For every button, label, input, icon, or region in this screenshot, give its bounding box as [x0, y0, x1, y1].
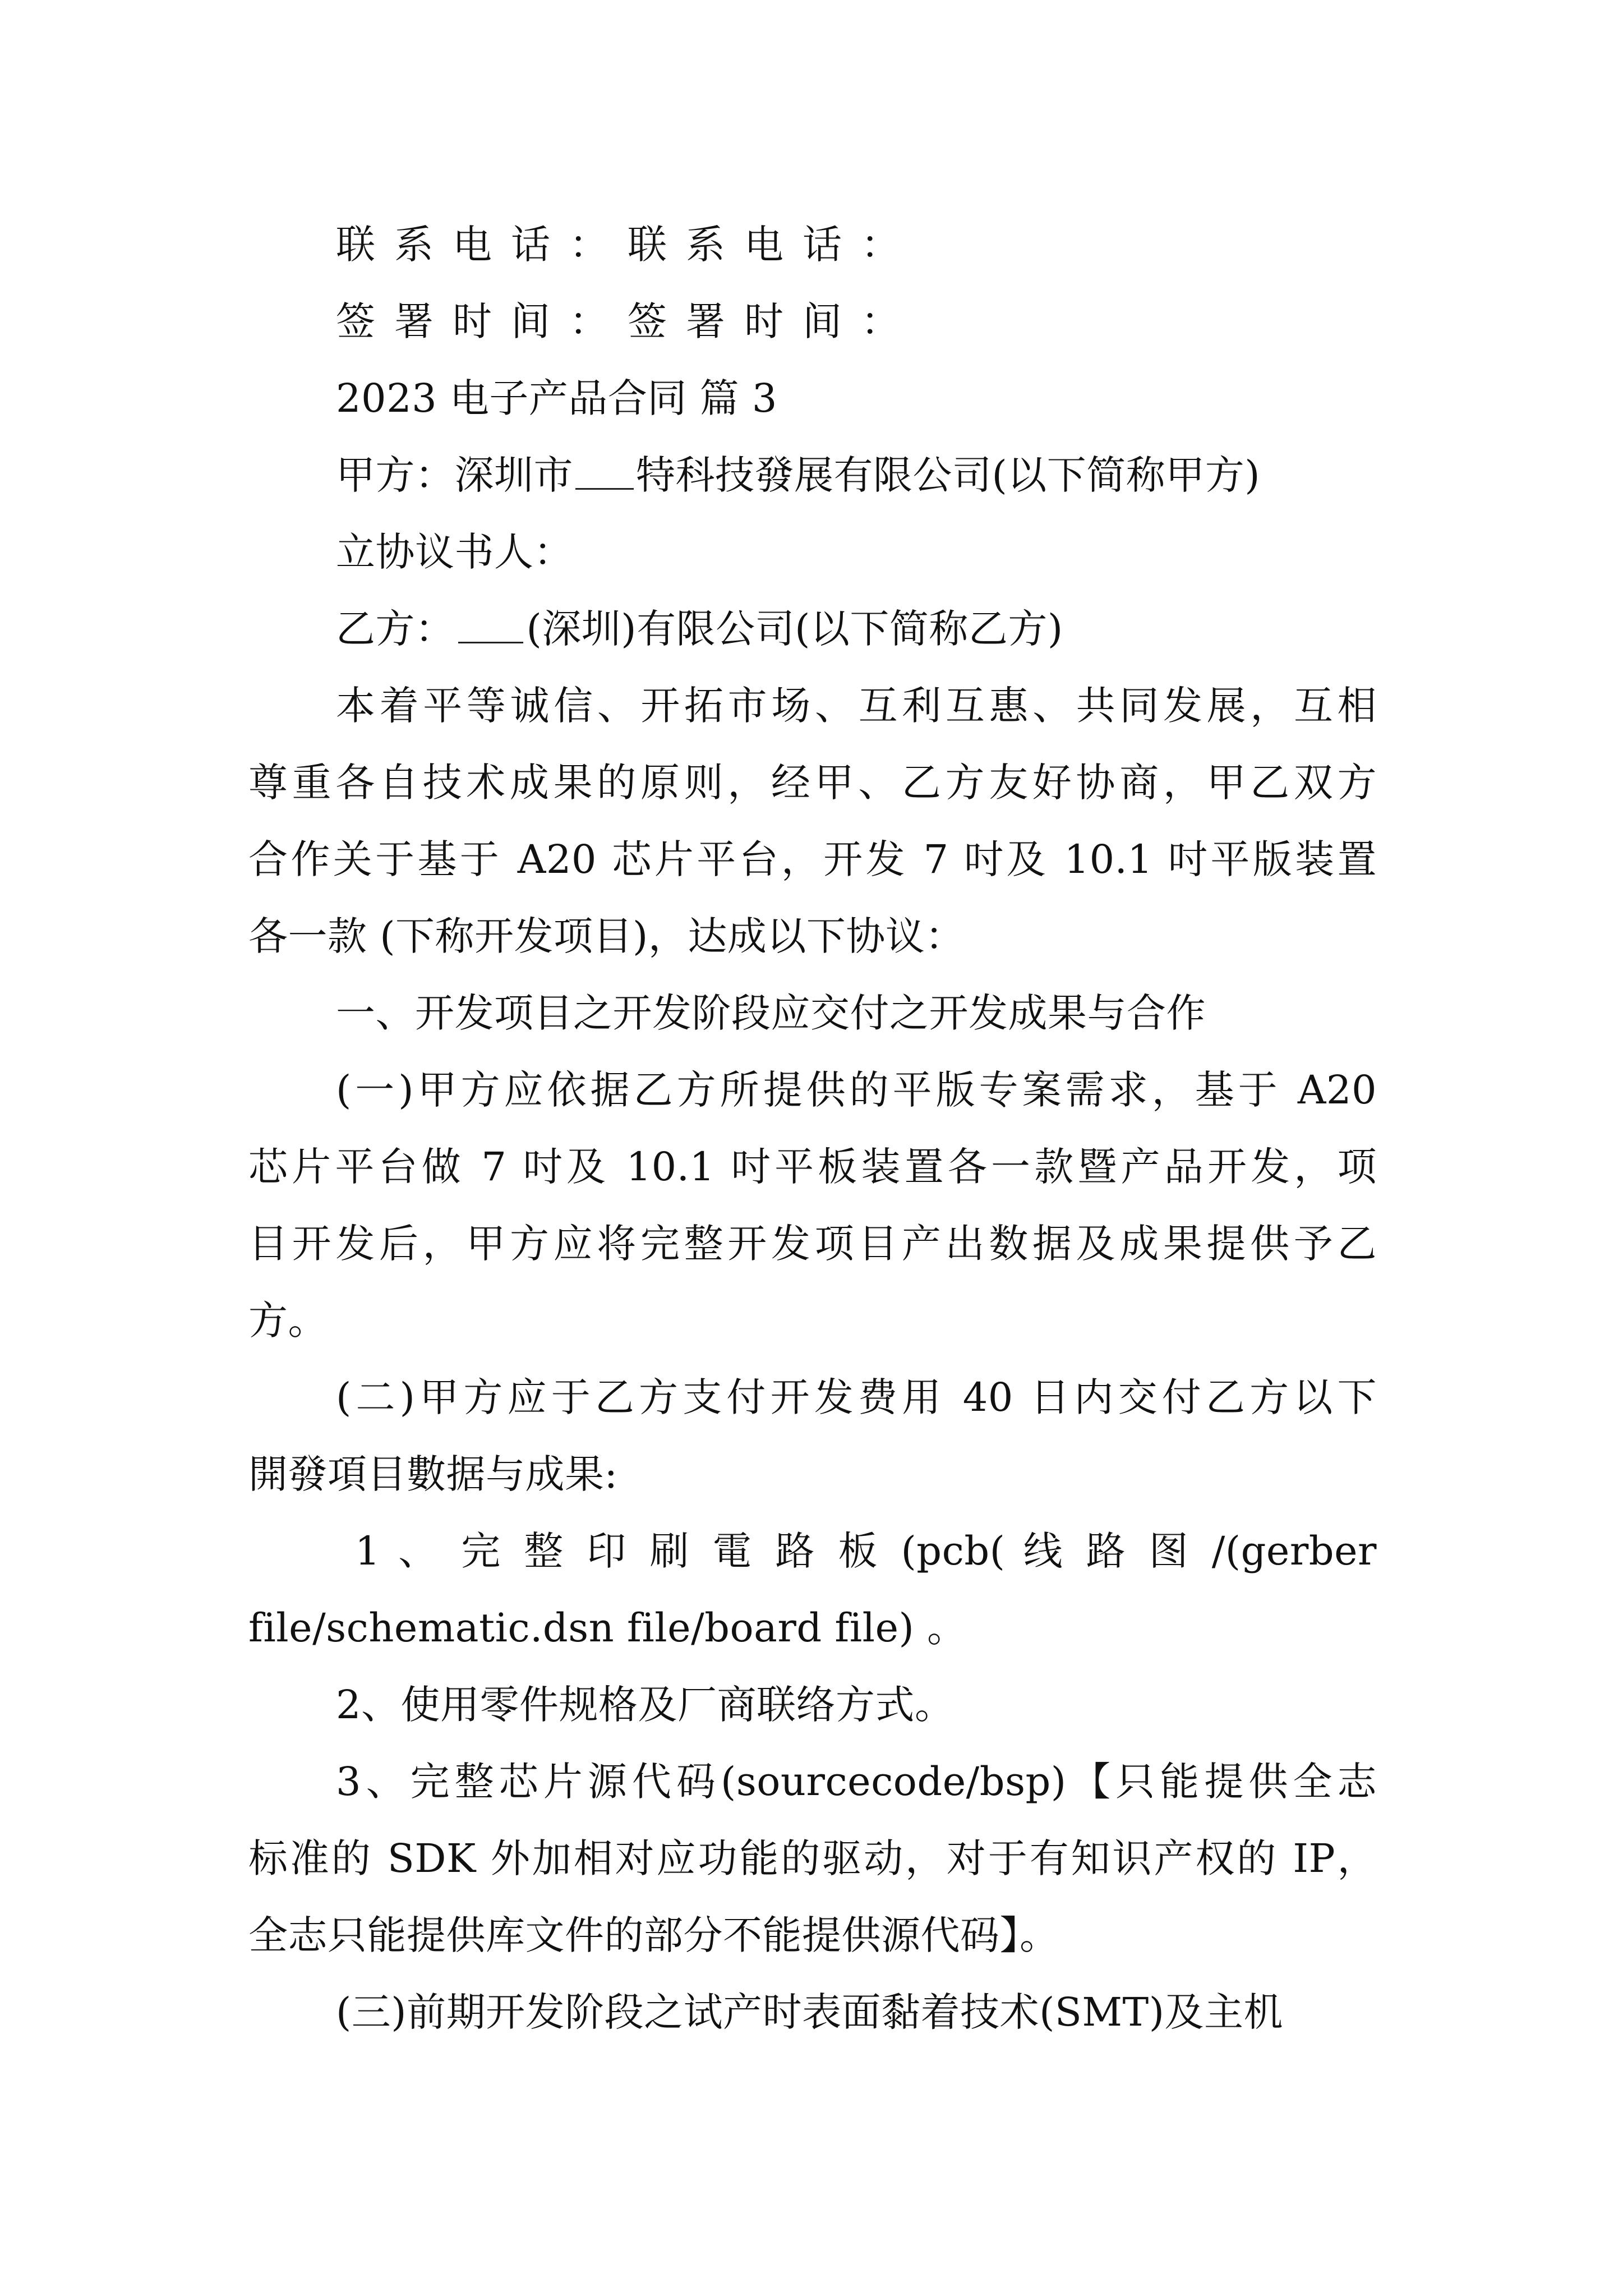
paragraph-line: (一)甲方应依据乙方所提供的平版专案需求，基于 A20: [336, 1067, 1377, 1113]
list-item: 1 、 完 整 印 刷 電 路 板 (pcb( 线 路 图 /(gerber: [355, 1528, 1377, 1574]
list-item: 3、完整芯片源代码(sourcecode/bsp)【只能提供全志: [336, 1759, 1377, 1805]
section-heading: 一、开发项目之开发阶段应交付之开发成果与合作: [336, 990, 1206, 1036]
agreement-maker-line: 立协议书人：: [336, 529, 573, 575]
party-b-name: (深圳)有限公司(以下简称乙方): [526, 606, 1063, 652]
paragraph-line: (三)前期开发阶段之试产时表面黏着技术(SMT)及主机: [336, 1989, 1284, 2035]
list-item: 2、使用零件规格及厂商联络方式。: [336, 1682, 955, 1728]
contact-phone-line: 联系电话：联系电话：: [336, 222, 919, 268]
list-item-continuation: 全志只能提供库文件的部分不能提供源代码】。: [248, 1912, 1059, 1958]
paragraph-line: 本着平等诚信、开拓市场、互利互惠、共同发展，互相: [336, 683, 1377, 729]
party-a-blank: [575, 455, 634, 490]
paragraph-line: 開發項目數据与成果:: [248, 1451, 618, 1497]
paragraph-line: (二)甲方应于乙方支付开发费用 40 日内交付乙方以下: [336, 1374, 1377, 1420]
contract-heading: 2023 电子产品合同 篇 3: [336, 375, 777, 421]
paragraph-line: 芯片平台做 7 吋及 10.1 吋平板装置各一款暨产品开发，项: [248, 1144, 1377, 1190]
paragraph-line: 方。: [248, 1297, 328, 1343]
paragraph-line: 合作关于基于 A20 芯片平台，开发 7 吋及 10.1 吋平版装置: [248, 836, 1377, 882]
document-body: [248, 206, 1377, 2051]
party-b-label: 乙方：: [336, 606, 455, 652]
party-a-label: 甲方：深圳市: [336, 452, 573, 498]
signing-date-line: 签署时间：签署时间：: [336, 298, 919, 344]
paragraph-line: 目开发后，甲方应将完整开发项目产出数据及成果提供予乙: [248, 1221, 1377, 1267]
party-b-blank: [458, 609, 523, 643]
paragraph-line: 各一款 (下称开发项目)，达成以下协议：: [248, 913, 965, 959]
party-b-line: [248, 591, 1377, 668]
list-item-continuation: file/schematic.dsn file/board file) 。: [248, 1605, 967, 1651]
party-a-line: [248, 437, 1377, 514]
party-a-name: 特科技發展有限公司(以下简称甲方): [636, 452, 1261, 498]
paragraph-line: 尊重各自技术成果的原则，经甲、乙方友好协商，甲乙双方: [248, 760, 1377, 806]
list-item-continuation: 标准的 SDK 外加相对应功能的驱动，对于有知识产权的 IP，: [248, 1835, 1377, 1881]
